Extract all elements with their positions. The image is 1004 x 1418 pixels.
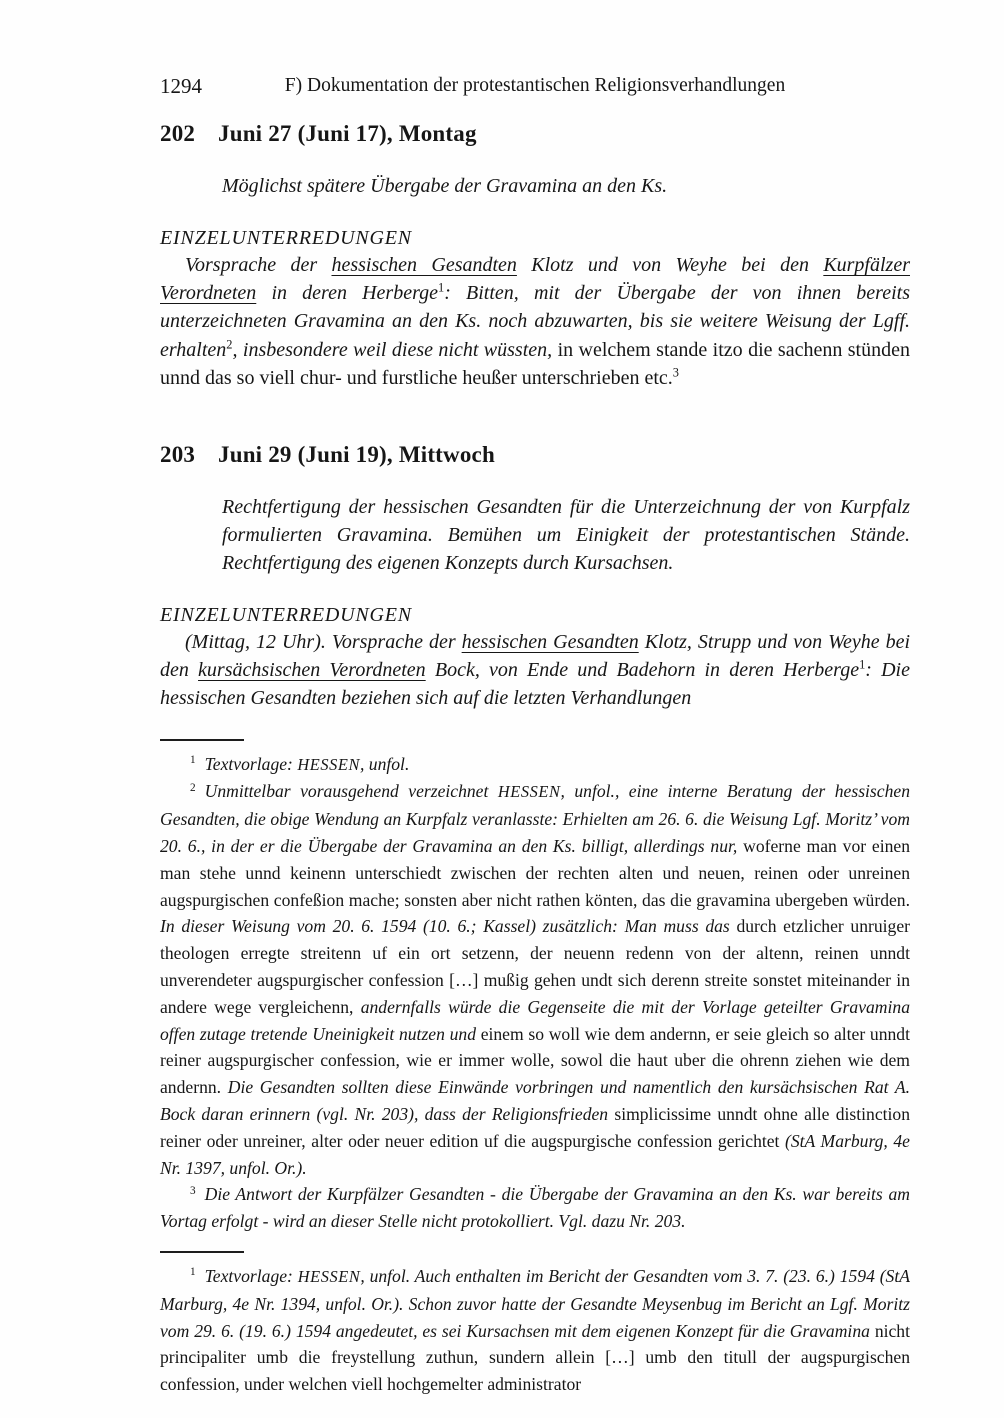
entry-date-title: Juni 29 (Juni 19), Mittwoch [218, 442, 495, 468]
entry-summary: Möglichst spätere Übergabe der Gravamina an den Ks. [222, 175, 668, 197]
footnote-3: $^3$ Die Antwort der Kurpfälzer Gesandten - die Übergabe der Gravamina an den Ks. war bereits am Vortag erfolgt - wird an dieser Stelle nicht protokolliert. Vgl. dazu Nr. 203. [160, 1184, 910, 1232]
entry-paragraph: (Mittag, 12 Uhr). Vorsprache der hessischen Gesandten Klotz, Strupp und von Weyhe bei den kursächsischen Verordneten Bock, von Ende und Badehorn in deren Herberge$^1$: Die hessischen Gesandten beziehen sich auf die letzten Verhandlungen [160, 631, 911, 710]
footnote-separator [160, 1251, 244, 1253]
entry-number: 203 [160, 442, 196, 468]
page-header [160, 74, 910, 100]
running-title: F) Dokumentation der protestantischen Religionsverhandlungen [284, 75, 786, 96]
footnote-block-2 [160, 1251, 910, 1398]
entry-number: 202 [160, 121, 196, 146]
footnote-block-1 [160, 739, 910, 1235]
entry-summary: Rechtfertigung der hessischen Gesandten für die Unterzeichnung der von Kurpfalz formulierten Gravamina. Bemühen um Einigkeit der protestantischen Stände. Rechtfertigung des eigenen Konzepts durch Kursachsen. [222, 496, 910, 575]
section-label: EINZELUNTERREDUNGEN [160, 227, 412, 249]
entry-heading [160, 442, 910, 468]
footnote-2: $^2$ Unmittelbar vorausgehend verzeichnet HESSEN, unfol., eine interne Beratung der hessischen Gesandten, die obige Wendung an Kurpfalz veranlasste: Erhielten am 26. 6. die Weisung Lgf. Moritz’ vom 20. 6., in der er die Übergabe der Gravamina an den Ks. billigt, allerdings nur, woferne man vor einen man stehe unnd keinenn unterschiedt zwischen der rechten alten und neuen, reinen oder unreinen augspurgischen confeßion mache; sonsten aber nicht rathen könten, das die gravamina ubergeben würden. In dieser Weisung vom 20. 6. 1594 (10. 6.; Kassel) zusätzlich: Man muss das durch etzlicher unruiger theologen erregte streitenn uf ein ort setzenn, der neuenn redenn von der altenn, reinen unndt unverendeter augspurgischer confession […] mußig gehen undt sich derenn streite sonstet miteinander in andere wege vergleichenn, andernfalls würde die Gegenseite die mit der Vorlage geteilter Gravamina offen zutage tretende Uneinigkeit nutzen und einem so woll wie dem andernn, er seie gleich so alter unndt reiner augspurgischer confession, wie er immer wolle, sowol die haut uber die ohrenn ziehen wie dem andernn. Die Gesandten sollten diese Einwände vorbringen und namentlich den kursächsischen Rat A. Bock daran erinnern (vgl. Nr. 203), dass der Religionsfrieden simplicissime unndt ohne alle distinction reiner oder unreiner, alter oder neuer edition uf die augspurgische confession gerichtet (StA Marburg, 4e Nr. 1397, unfol. Or.). [160, 781, 910, 1178]
entry-date-title: Juni 27 (Juni 17), Montag [218, 121, 477, 146]
footnotes-area [160, 739, 910, 1398]
entry-203 [160, 442, 910, 713]
entry-202 [160, 121, 910, 392]
entry-paragraph: Vorsprache der hessischen Gesandten Klotz und von Weyhe bei den Kurpfälzer Verordneten in deren Herberge$^1$: Bitten, mit der Übergabe der von ihnen bereits unterzeichneten Gravamina an den Ks. noch abzuwarten, bis sie weitere Weisung der Lgff. erhalten$^2$, insbesondere weil diese nicht wüssten, in welchem stande itzo die sachenn stünden unnd das so viell chur- und furstliche heußer unterschrieben etc.$^3$ [160, 254, 910, 389]
footnote-1-next-entry: $^1$ Textvorlage: HESSEN, unfol. Auch enthalten im Bericht der Gesandten vom 3. 7. (23. 6.) 1594 (StA Marburg, 4e Nr. 1394, unfol. Or.). Schon zuvor hatte der Gesandte Meysenbug im Bericht an Lgf. Moritz vom 29. 6. (19. 6.) 1594 angedeutet, es sei Kursachsen mit dem eigenen Konzept für die Gravamina nicht principaliter umb die freystellung zuthun, sundern allein […] umb den titull der augspurgischen confession, under welchen viell hochgemelter administrator [160, 1265, 910, 1395]
footnote-1: $^1$ Textvorlage: HESSEN, unfol. [190, 753, 410, 774]
page-number: 1294 [160, 74, 202, 98]
entry-heading [160, 121, 910, 147]
footnote-separator [160, 739, 244, 741]
section-label: EINZELUNTERREDUNGEN [160, 604, 412, 627]
